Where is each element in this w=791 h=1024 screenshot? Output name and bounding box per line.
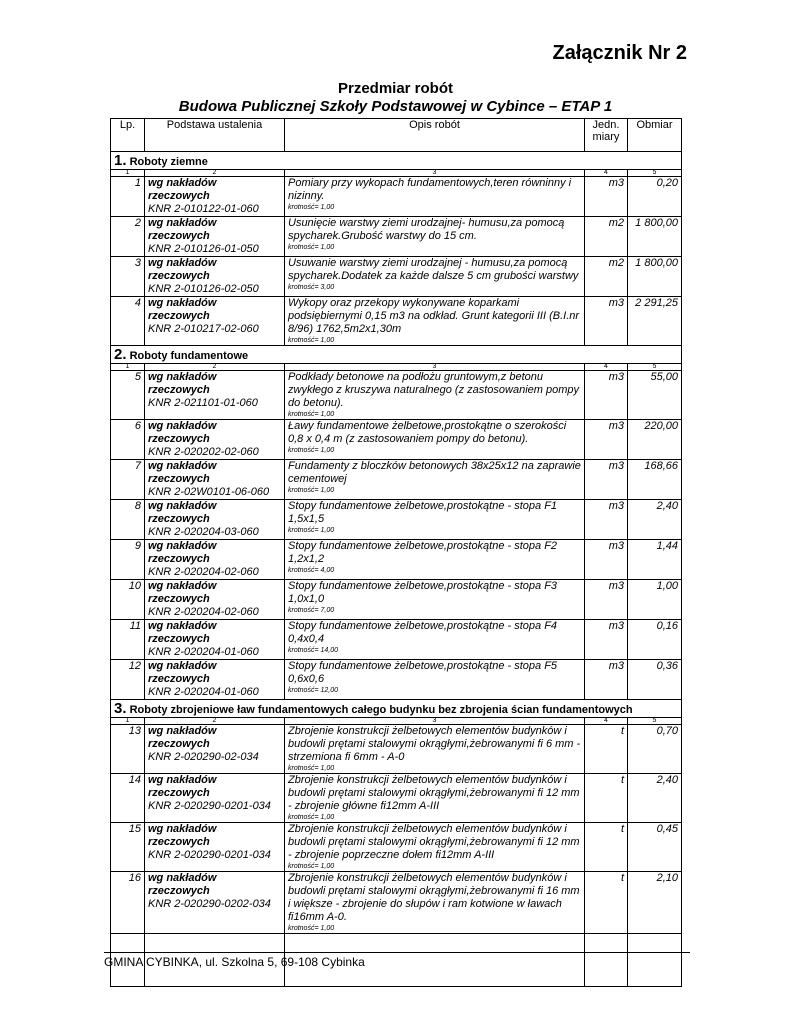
basis-type: wg nakładów rzeczowych bbox=[148, 217, 217, 242]
description-text: Usuwanie warstwy ziemi urodzajnej - humusu,za pomocą spycharek.Dodatek za każde dalsze 5 cm grubości warstwy bbox=[288, 257, 579, 282]
item-number: 11 bbox=[111, 620, 145, 660]
item-unit: t bbox=[585, 823, 628, 872]
multiplier-factor: krotność= 1,00 bbox=[288, 487, 335, 494]
table-row bbox=[111, 872, 682, 934]
section-number: 1. bbox=[114, 152, 127, 169]
multiplier-factor: krotność= 4,00 bbox=[288, 567, 335, 574]
multiplier-factor: krotność= 1,00 bbox=[288, 411, 335, 418]
section-header-row bbox=[111, 346, 682, 364]
item-unit: t bbox=[585, 872, 628, 934]
multiplier-factor: krotność= 1,00 bbox=[288, 244, 335, 251]
description-text: Stopy fundamentowe żelbetowe,prostokątne - stopa F4 0,4x0,4 bbox=[288, 620, 558, 645]
basis-code: KNR 2-020290-0201-034 bbox=[148, 800, 271, 812]
column-number: 1 bbox=[111, 170, 145, 177]
basis-code: KNR 2-020204-01-060 bbox=[148, 646, 259, 658]
column-number: 2 bbox=[145, 170, 285, 177]
bill-of-quantities-table bbox=[110, 118, 682, 987]
item-description bbox=[285, 177, 585, 217]
basis-code: KNR 2-020204-03-060 bbox=[148, 526, 259, 538]
item-basis bbox=[145, 257, 285, 297]
item-description bbox=[285, 620, 585, 660]
table-row bbox=[111, 774, 682, 823]
header-row bbox=[111, 119, 682, 152]
column-number: 5 bbox=[628, 170, 682, 177]
item-unit: m2 bbox=[585, 217, 628, 257]
description-text: Zbrojenie konstrukcji żelbetowych elementów budynków i budowli prętami stalowymi okrągłymi,żebrowanymi fi 12 mm - zbrojenie główne fi12mm A-III bbox=[288, 774, 580, 812]
table-row bbox=[111, 371, 682, 420]
item-description bbox=[285, 460, 585, 500]
description-text: Ławy fundamentowe żelbetowe,prostokątne o szerokości 0,8 x 0,4 m (z zastosowaniem pompy do betonu). bbox=[288, 420, 567, 445]
basis-type: wg nakładów rzeczowych bbox=[148, 620, 217, 645]
item-number: 5 bbox=[111, 371, 145, 420]
multiplier-factor: krotność= 3,00 bbox=[288, 284, 335, 291]
item-basis bbox=[145, 872, 285, 934]
multiplier-factor: krotność= 1,00 bbox=[288, 527, 335, 534]
item-unit: m3 bbox=[585, 660, 628, 700]
basis-type: wg nakładów rzeczowych bbox=[148, 823, 217, 848]
basis-code: KNR 2-010217-02-060 bbox=[148, 323, 259, 335]
basis-code: KNR 2-020290-0202-034 bbox=[148, 898, 271, 910]
item-basis bbox=[145, 580, 285, 620]
basis-type: wg nakładów rzeczowych bbox=[148, 660, 217, 685]
basis-type: wg nakładów rzeczowych bbox=[148, 257, 217, 282]
table-row bbox=[111, 580, 682, 620]
basis-code: KNR 2-020290-0201-034 bbox=[148, 849, 271, 861]
column-number-row bbox=[111, 364, 682, 371]
item-number: 4 bbox=[111, 297, 145, 346]
section-title bbox=[111, 346, 682, 364]
section-number: 2. bbox=[114, 346, 127, 363]
item-basis bbox=[145, 725, 285, 774]
multiplier-factor: krotność= 7,00 bbox=[288, 607, 335, 614]
item-basis bbox=[145, 660, 285, 700]
basis-code: KNR 2-020204-01-060 bbox=[148, 686, 259, 698]
item-basis bbox=[145, 460, 285, 500]
column-number-row bbox=[111, 718, 682, 725]
item-quantity: 1 800,00 bbox=[628, 217, 682, 257]
multiplier-factor: krotność= 1,00 bbox=[288, 765, 335, 772]
description-text: Pomiary przy wykopach fundamentowych,teren równinny i nizinny. bbox=[288, 177, 572, 202]
multiplier-factor: krotność= 12,00 bbox=[288, 687, 339, 694]
basis-type: wg nakładów rzeczowych bbox=[148, 420, 217, 445]
table-row bbox=[111, 500, 682, 540]
section-name: Roboty zbrojeniowe ław fundamentowych całego budynku bez zbrojenia ścian fundamentowych bbox=[129, 704, 633, 716]
header-lp: Lp. bbox=[111, 119, 145, 152]
basis-code: KNR 2-010126-01-050 bbox=[148, 243, 259, 255]
column-number: 1 bbox=[111, 718, 145, 725]
basis-type: wg nakładów rzeczowych bbox=[148, 177, 217, 202]
item-number: 8 bbox=[111, 500, 145, 540]
item-description bbox=[285, 660, 585, 700]
description-text: Zbrojenie konstrukcji żelbetowych elementów budynków i budowli prętami stalowymi okrągłymi,żebrowanymi fi 16 mm i większe - zbrojenie do słupów i ram kotwione w ławach fi16mm A-0. bbox=[288, 872, 580, 923]
item-number: 16 bbox=[111, 872, 145, 934]
item-number: 13 bbox=[111, 725, 145, 774]
footer-divider bbox=[104, 952, 690, 953]
column-number: 5 bbox=[628, 364, 682, 371]
basis-type: wg nakładów rzeczowych bbox=[148, 774, 217, 799]
column-number: 2 bbox=[145, 364, 285, 371]
item-quantity: 0,36 bbox=[628, 660, 682, 700]
basis-code: KNR 2-02W0101-06-060 bbox=[148, 486, 270, 498]
item-basis bbox=[145, 500, 285, 540]
item-quantity: 0,45 bbox=[628, 823, 682, 872]
item-number: 14 bbox=[111, 774, 145, 823]
basis-code: KNR 2-020202-02-060 bbox=[148, 446, 259, 458]
item-description bbox=[285, 725, 585, 774]
item-description bbox=[285, 580, 585, 620]
description-text: Podkłady betonowe na podłożu gruntowym,z betonu zwykłego z kruszywa naturalnego (z zastosowaniem pompy do betonu). bbox=[288, 371, 580, 409]
basis-code: KNR 2-020204-02-060 bbox=[148, 606, 259, 618]
description-text: Zbrojenie konstrukcji żelbetowych elementów budynków i budowli prętami stalowymi okrągłymi,żebrowanymi fi 12 mm - zbrojenie poprzeczne dołem fi12mm A-III bbox=[288, 823, 580, 861]
item-number: 9 bbox=[111, 540, 145, 580]
item-unit: m3 bbox=[585, 460, 628, 500]
item-number: 1 bbox=[111, 177, 145, 217]
item-basis bbox=[145, 297, 285, 346]
multiplier-factor: krotność= 1,00 bbox=[288, 204, 335, 211]
table-row bbox=[111, 177, 682, 217]
column-number: 3 bbox=[285, 364, 585, 371]
item-quantity: 2,40 bbox=[628, 500, 682, 540]
item-unit: m3 bbox=[585, 540, 628, 580]
description-text: Zbrojenie konstrukcji żelbetowych elementów budynków i budowli prętami stalowymi okrągłymi,żebrowanymi fi 6 mm - strzemiona fi 6mm - A-0 bbox=[288, 725, 581, 763]
table-row bbox=[111, 620, 682, 660]
basis-type: wg nakładów rzeczowych bbox=[148, 725, 217, 750]
multiplier-factor: krotność= 1,00 bbox=[288, 925, 335, 932]
column-number: 2 bbox=[145, 718, 285, 725]
item-quantity: 0,70 bbox=[628, 725, 682, 774]
multiplier-factor: krotność= 1,00 bbox=[288, 863, 335, 870]
column-number: 3 bbox=[285, 170, 585, 177]
basis-code: KNR 2-020290-02-034 bbox=[148, 751, 259, 763]
basis-type: wg nakładów rzeczowych bbox=[148, 872, 217, 897]
item-unit: m3 bbox=[585, 580, 628, 620]
table-row bbox=[111, 823, 682, 872]
item-description bbox=[285, 297, 585, 346]
table-row bbox=[111, 540, 682, 580]
item-quantity: 0,20 bbox=[628, 177, 682, 217]
column-number: 1 bbox=[111, 364, 145, 371]
section-title bbox=[111, 152, 682, 170]
item-unit: m3 bbox=[585, 420, 628, 460]
table-row bbox=[111, 460, 682, 500]
item-unit: m3 bbox=[585, 500, 628, 540]
item-description bbox=[285, 823, 585, 872]
column-number-row bbox=[111, 170, 682, 177]
item-quantity: 168,66 bbox=[628, 460, 682, 500]
multiplier-factor: krotność= 1,00 bbox=[288, 447, 335, 454]
document-subtitle: Budowa Publicznej Szkoły Podstawowej w Cybince – ETAP 1 bbox=[178, 98, 613, 115]
table-row bbox=[111, 660, 682, 700]
item-basis bbox=[145, 774, 285, 823]
basis-code: KNR 2-020204-02-060 bbox=[148, 566, 259, 578]
table-row bbox=[111, 420, 682, 460]
item-quantity: 1,00 bbox=[628, 580, 682, 620]
basis-type: wg nakładów rzeczowych bbox=[148, 540, 217, 565]
basis-code: KNR 2-021101-01-060 bbox=[148, 397, 258, 409]
table-row bbox=[111, 725, 682, 774]
item-number: 6 bbox=[111, 420, 145, 460]
table-row bbox=[111, 217, 682, 257]
item-quantity: 1 800,00 bbox=[628, 257, 682, 297]
description-text: Stopy fundamentowe żelbetowe,prostokątne - stopa F2 1,2x1,2 bbox=[288, 540, 558, 565]
item-unit: m3 bbox=[585, 297, 628, 346]
description-text: Stopy fundamentowe żelbetowe,prostokątne - stopa F5 0,6x0,6 bbox=[288, 660, 558, 685]
item-quantity: 2,40 bbox=[628, 774, 682, 823]
column-number: 4 bbox=[585, 364, 628, 371]
table-row bbox=[111, 297, 682, 346]
item-description bbox=[285, 872, 585, 934]
item-quantity: 2,10 bbox=[628, 872, 682, 934]
column-number: 5 bbox=[628, 718, 682, 725]
item-basis bbox=[145, 620, 285, 660]
header-description: Opis robót bbox=[285, 119, 585, 152]
item-number: 7 bbox=[111, 460, 145, 500]
column-number: 4 bbox=[585, 170, 628, 177]
item-number: 2 bbox=[111, 217, 145, 257]
item-quantity: 220,00 bbox=[628, 420, 682, 460]
item-number: 15 bbox=[111, 823, 145, 872]
item-description bbox=[285, 774, 585, 823]
item-basis bbox=[145, 420, 285, 460]
section-header-row bbox=[111, 700, 682, 718]
item-basis bbox=[145, 540, 285, 580]
attachment-label: Załącznik Nr 2 bbox=[552, 42, 687, 64]
table-body bbox=[111, 152, 682, 987]
section-name: Roboty fundamentowe bbox=[129, 350, 249, 362]
item-description bbox=[285, 371, 585, 420]
item-unit: m3 bbox=[585, 620, 628, 660]
description-text: Wykopy oraz przekopy wykonywane koparkami podsiębiernymi 0,15 m3 na odkład. Grunt kategorii III (B.I.nr 8/96) 1762,5m2x1,30m bbox=[288, 297, 580, 335]
multiplier-factor: krotność= 1,00 bbox=[288, 337, 335, 344]
item-unit: m3 bbox=[585, 177, 628, 217]
empty-cell bbox=[585, 934, 628, 987]
item-description bbox=[285, 540, 585, 580]
multiplier-factor: krotność= 1,00 bbox=[288, 814, 335, 821]
table-row bbox=[111, 257, 682, 297]
header-quantity: Obmiar bbox=[628, 119, 682, 152]
item-number: 10 bbox=[111, 580, 145, 620]
item-basis bbox=[145, 371, 285, 420]
item-unit: t bbox=[585, 725, 628, 774]
item-quantity: 0,16 bbox=[628, 620, 682, 660]
item-quantity: 55,00 bbox=[628, 371, 682, 420]
page-footer: GMINA CYBINKA, ul. Szkolna 5, 69-108 Cybinka bbox=[104, 955, 365, 969]
description-text: Stopy fundamentowe żelbetowe,prostokątne - stopa F3 1,0x1,0 bbox=[288, 580, 558, 605]
basis-code: KNR 2-010126-02-050 bbox=[148, 283, 259, 295]
multiplier-factor: krotność= 14,00 bbox=[288, 647, 339, 654]
item-basis bbox=[145, 823, 285, 872]
basis-code: KNR 2-010122-01-060 bbox=[148, 203, 259, 215]
basis-type: wg nakładów rzeczowych bbox=[148, 460, 217, 485]
empty-cell bbox=[628, 934, 682, 987]
section-name: Roboty ziemne bbox=[129, 156, 208, 168]
item-unit: m2 bbox=[585, 257, 628, 297]
item-description bbox=[285, 500, 585, 540]
description-text: Usunięcie warstwy ziemi urodzajnej- humusu,za pomocą spycharek.Grubość warstwy do 15 cm. bbox=[288, 217, 565, 242]
item-description bbox=[285, 420, 585, 460]
header-basis: Podstawa ustalenia bbox=[145, 119, 285, 152]
description-text: Fundamenty z bloczków betonowych 38x25x12 na zaprawie cementowej bbox=[288, 460, 581, 485]
column-number: 4 bbox=[585, 718, 628, 725]
item-number: 12 bbox=[111, 660, 145, 700]
item-description bbox=[285, 217, 585, 257]
item-unit: m3 bbox=[585, 371, 628, 420]
basis-type: wg nakładów rzeczowych bbox=[148, 580, 217, 605]
item-unit: t bbox=[585, 774, 628, 823]
basis-type: wg nakładów rzeczowych bbox=[148, 500, 217, 525]
item-basis bbox=[145, 217, 285, 257]
section-header-row bbox=[111, 152, 682, 170]
item-description bbox=[285, 257, 585, 297]
document-title: Przedmiar robót bbox=[337, 80, 454, 97]
item-quantity: 2 291,25 bbox=[628, 297, 682, 346]
item-number: 3 bbox=[111, 257, 145, 297]
section-title bbox=[111, 700, 682, 718]
basis-type: wg nakładów rzeczowych bbox=[148, 297, 217, 322]
header-unit: Jedn. miary bbox=[585, 119, 628, 152]
item-quantity: 1,44 bbox=[628, 540, 682, 580]
column-number: 3 bbox=[285, 718, 585, 725]
description-text: Stopy fundamentowe żelbetowe,prostokątne - stopa F1 1,5x1,5 bbox=[288, 500, 558, 525]
item-basis bbox=[145, 177, 285, 217]
basis-type: wg nakładów rzeczowych bbox=[148, 371, 217, 396]
section-number: 3. bbox=[114, 700, 127, 717]
